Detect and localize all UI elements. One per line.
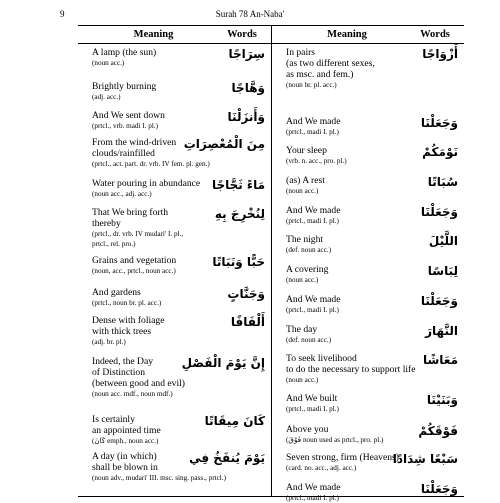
grammar-note: (noun br. pl. acc.): [286, 81, 337, 89]
meaning-line: A covering: [286, 264, 329, 275]
meaning-cell: [286, 116, 412, 137]
meaning-cell: [92, 178, 218, 199]
meaning-cell: [286, 264, 412, 285]
meaning-cell: [92, 414, 218, 446]
running-head: Surah 78 An-Naba': [215, 9, 285, 19]
arabic-word: مَاءً ثَجَّاجًا: [211, 178, 265, 192]
meaning-line: The day: [286, 324, 318, 335]
meaning-cell: [286, 234, 412, 255]
meaning-line: That We bring forth: [92, 207, 169, 218]
meaning-cell: [92, 315, 218, 347]
grammar-note: (prtcl., madi I. pl.): [286, 405, 339, 413]
meaning-line: (between good and evil): [92, 378, 185, 389]
right-column: [271, 26, 464, 502]
meaning-line: thereby: [92, 218, 121, 229]
meaning-line: Brightly burning: [92, 81, 157, 92]
grammar-note: (noun acc.): [92, 59, 125, 67]
grammar-note: (prtcl., vrb. madi I. pl.): [92, 122, 159, 130]
grammar-note: (noun acc.): [286, 376, 319, 384]
arabic-word: أَلْفَافًا: [230, 315, 265, 329]
meaning-line: Water pouring in abundance: [92, 178, 201, 189]
arabic-word: وَبَنَيْنَا: [426, 393, 458, 407]
meaning-line: Seven strong, firm (Heavens): [286, 452, 399, 463]
meaning-line: (as) A rest: [286, 175, 325, 186]
arabic-word: سَبْعًا شِدَادًا: [392, 452, 458, 466]
meaning-line: And We sent down: [92, 110, 165, 121]
meaning-line: Is certainly: [92, 414, 135, 425]
meaning-line: an appointed time: [92, 425, 161, 436]
meaning-cell: [286, 47, 412, 90]
grammar-note: (noun acc. mdf., noun mdf.): [92, 390, 173, 398]
grammar-note: (def. noun acc.): [286, 246, 332, 254]
arabic-word: وَهَّاجًا: [231, 81, 265, 95]
meaning-line: of Distinction: [92, 367, 146, 378]
arabic-word: سِرَاجًا: [228, 47, 265, 61]
arabic-word: أَزْوَاجًا: [422, 47, 458, 61]
grammar-note: (prtcl., madi I. pl.): [286, 306, 339, 314]
arabic-word: وَجَنَّاتٍ: [227, 287, 265, 301]
arabic-word: لِبَاسًا: [427, 264, 458, 278]
meaning-line: From the wind-driven: [92, 137, 177, 148]
grammar-note: (vrb. n. acc., pro. pl.): [286, 157, 347, 165]
grammar-note: (prtcl., madi I. pl.): [286, 128, 339, 136]
meaning-line: to do the necessary to support life: [286, 364, 416, 375]
meaning-line: Above you: [286, 424, 329, 435]
meaning-line: A day (in which): [92, 451, 157, 462]
meaning-cell: [286, 175, 412, 196]
meaning-header: Meaning: [327, 29, 367, 40]
grammar-note: (prtcl., madi I. pl.): [286, 494, 339, 502]
meaning-cell: [286, 393, 412, 414]
grammar-note: (prtcl., dr. vrb. IV mudari' I. pl.,: [92, 230, 184, 238]
meaning-line: A lamp (the sun): [92, 47, 157, 58]
right-column-header: [272, 26, 464, 44]
arabic-word: نَوْمَكُمْ: [422, 145, 458, 159]
arabic-word: إِنَّ يَوْمَ الْفَصْلِ: [181, 356, 265, 370]
grammar-note: (def. noun acc.): [286, 336, 332, 344]
arabic-word: وَجَعَلْنَا: [420, 482, 458, 496]
words-header: Words: [420, 29, 450, 40]
meaning-line: In pairs: [286, 47, 316, 58]
meaning-cell: [286, 294, 412, 315]
arabic-word: وَجَعَلْنَا: [420, 294, 458, 308]
arabic-word: النَّهَارَ: [425, 324, 458, 338]
meaning-line: Dense with foliage: [92, 315, 165, 326]
meaning-cell: [286, 145, 412, 166]
arabic-word: حَبًّا وَنَبَاتًا: [212, 255, 265, 269]
left-column-header: [78, 26, 271, 44]
grammar-note: (كَانَ emph., noun acc.): [92, 437, 159, 445]
grammar-note: (prtcl., act. part. dr. vrb. IV fem. pl. gen.): [92, 160, 210, 168]
meaning-line: clouds/rainfilled: [92, 148, 155, 159]
grammar-note: (noun acc.): [286, 276, 319, 284]
grammar-note: prtcl., rel. pro.): [92, 240, 136, 248]
meaning-cell: [92, 207, 218, 249]
arabic-word: فَوْقَكُمْ: [418, 424, 458, 438]
arabic-word: وَجَعَلْنَا: [420, 116, 458, 130]
meaning-line: The night: [286, 234, 324, 245]
meaning-cell: [286, 353, 416, 385]
meaning-cell: [286, 205, 412, 226]
meaning-header: Meaning: [133, 29, 174, 40]
meaning-line: And We made: [286, 294, 341, 305]
arabic-word: لِنُخْرِجَ بِهِ: [214, 207, 265, 221]
words-header: Words: [227, 29, 257, 40]
meaning-line: shall be blown in: [92, 462, 158, 473]
grammar-note: (فَوْقَ noun used as prtcl., pro. pl.): [286, 436, 384, 444]
meaning-cell: [92, 287, 218, 308]
meaning-line: Grains and vegetation: [92, 255, 177, 266]
grammar-note: (noun acc., adj. acc.): [92, 190, 152, 198]
meaning-line: To seek livelihood: [286, 353, 357, 364]
meaning-cell: [286, 324, 412, 345]
grammar-note: (noun adv., mudari' III. msc. sing. pass., prtcl.): [92, 474, 226, 482]
arabic-word: وَأَنزَلْنَا: [227, 110, 265, 124]
grammar-note: (noun, acc., prtcl., noun acc.): [92, 267, 176, 275]
grammar-note: (noun acc.): [286, 187, 319, 195]
page-number: 9: [60, 9, 65, 19]
arabic-word: مَعَاشًا: [422, 353, 458, 367]
meaning-cell: [92, 110, 218, 131]
meaning-line: And gardens: [92, 287, 141, 298]
meaning-line: Indeed, the Day: [92, 356, 154, 367]
arabic-word: سُبَاتًا: [427, 175, 458, 189]
grammar-note: (adj. br. pl.): [92, 338, 126, 346]
grammar-note: (adj. acc.): [92, 93, 121, 101]
meaning-line: with thick trees: [92, 326, 152, 337]
arabic-word: وَجَعَلْنَا: [420, 205, 458, 219]
arabic-word: اللَّيْلَ: [428, 234, 458, 248]
meaning-line: And We built: [286, 393, 338, 404]
grammar-note: (card. no. acc., adj. acc.): [286, 464, 357, 472]
meaning-line: (as two different sexes,: [286, 58, 375, 69]
meaning-line: And We made: [286, 205, 341, 216]
grammar-note: (prtcl., madi I. pl.): [286, 217, 339, 225]
arabic-word: يَوْمَ يُنفَخُ فِي: [189, 451, 265, 465]
meaning-line: And We made: [286, 482, 341, 493]
arabic-word: مِنَ الْمُعْصِرَاتِ: [183, 137, 265, 151]
grammar-note: (prtcl., noun br. pl. acc.): [92, 299, 162, 307]
vocabulary-table: [78, 25, 464, 502]
meaning-cell: [92, 81, 218, 102]
left-column: [78, 26, 271, 496]
meaning-line: Your sleep: [286, 145, 327, 156]
meaning-cell: [92, 47, 218, 68]
meaning-line: And We made: [286, 116, 341, 127]
arabic-word: كَانَ مِيقَاتًا: [204, 414, 265, 428]
meaning-cell: [92, 255, 218, 276]
meaning-line: as msc. and fem.): [286, 69, 354, 80]
meaning-cell: [286, 424, 412, 445]
